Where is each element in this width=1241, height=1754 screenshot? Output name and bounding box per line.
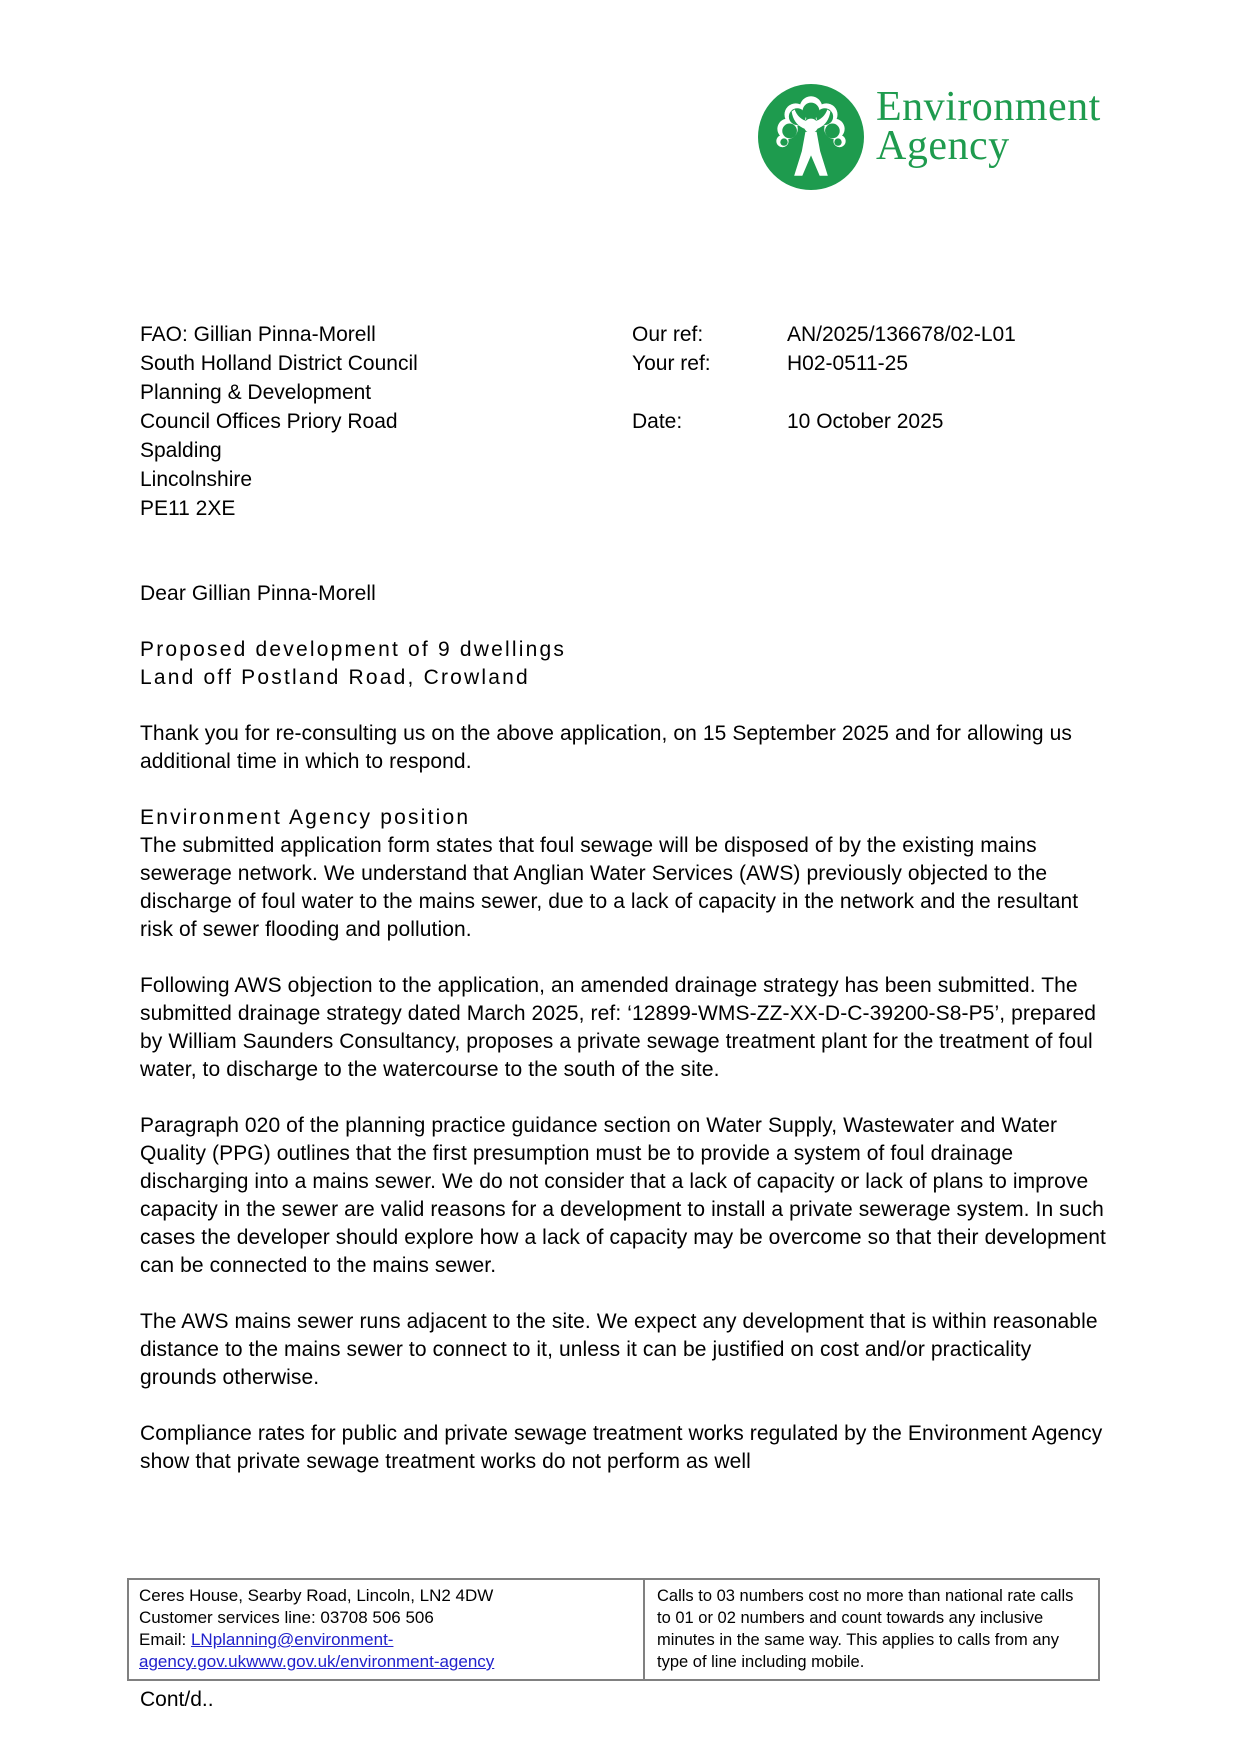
recipient-line: Council Offices Priory Road: [140, 410, 398, 433]
date-row: [632, 407, 1016, 436]
paragraph: The submitted application form states that foul sewage will be disposed of by the existing mains sewerage network. We understand that Anglian Water Services (AWS) previously objected to the discharge of foul water to the mains sewer, due to a lack of capacity in the network and the resultant risk of sewer flooding and pollution.: [140, 834, 1079, 941]
paragraph: The AWS mains sewer runs adjacent to the site. We expect any development that is within reasonable distance to the mains sewer to connect to it, unless it can be justified on cost and/or practicality grounds otherwise.: [140, 1310, 1098, 1389]
logo-word-agency: Agency: [876, 123, 1010, 169]
footer-office-address: Ceres House, Searby Road, Lincoln, LN2 4DW: [139, 1586, 494, 1605]
footer-office-details: [129, 1580, 643, 1679]
your-ref-value: H02-0511-25: [787, 352, 909, 375]
paragraph: Following AWS objection to the application, an amended drainage strategy has been submitted. The submitted drainage strategy dated March 2025, ref: ‘12899-WMS-ZZ-XX-D-C-39200-S8-P5’, prepared by William Saunders Consultancy, proposes a private sewage treatment plant for the treatment of foul water, to discharge to the watercourse to the south of the site.: [140, 974, 1096, 1081]
recipient-line: FAO: Gillian Pinna-Morell: [140, 323, 376, 346]
recipient-address-block: [140, 320, 418, 523]
your-ref-row: [632, 349, 1016, 378]
salutation: Dear Gillian Pinna-Morell: [140, 582, 376, 605]
recipient-line: Lincolnshire: [140, 468, 253, 491]
date-value: 10 October 2025: [787, 410, 944, 433]
subject-line-2: Land off Postland Road, Crowland: [140, 666, 530, 689]
recipient-line: South Holland District Council: [140, 352, 418, 375]
recipient-line: PE11 2XE: [140, 497, 236, 520]
paragraph-intro: Thank you for re-consulting us on the above application, on 15 September 2025 and for allowing us additional time in which to respond.: [140, 722, 1072, 773]
logo-word-environment: Environment: [876, 84, 1101, 130]
continuation-marker: Cont/d..: [140, 1688, 214, 1711]
footer-customer-services: Customer services line: 03708 506 506: [139, 1608, 434, 1627]
environment-agency-tree-icon: [758, 84, 864, 190]
our-ref-value: AN/2025/136678/02-L01: [787, 323, 1016, 346]
letter-body: [140, 580, 1112, 1476]
footer-contact-box: [127, 1578, 1100, 1681]
subject-line-1: Proposed development of 9 dwellings: [140, 638, 567, 661]
subject-block: [140, 636, 1112, 692]
environment-agency-logo: [758, 84, 1101, 190]
paragraph: Compliance rates for public and private sewage treatment works regulated by the Environment Agency show that private sewage treatment works do not perform as well: [140, 1422, 1103, 1473]
section-heading-ea-position: Environment Agency position: [140, 806, 471, 829]
footer-calls-info: Calls to 03 numbers cost no more than national rate calls to 01 or 02 numbers and count towards any inclusive minutes in the same way. This applies to calls from any type of line including mobile.: [643, 1580, 1098, 1679]
your-ref-label: Your ref:: [632, 352, 711, 375]
footer-email-label: Email:: [139, 1630, 191, 1649]
our-ref-label: Our ref:: [632, 323, 704, 346]
footer-email-line: [139, 1629, 633, 1673]
logo-wordmark: [876, 84, 1101, 169]
recipient-line: Spalding: [140, 439, 222, 462]
reference-block: [632, 320, 1016, 436]
paragraph: Paragraph 020 of the planning practice guidance section on Water Supply, Wastewater and Water Quality (PPG) outlines that the first presumption must be to provide a system of foul drainage discharging into a mains sewer. We do not consider that a lack of capacity or lack of plans to improve capacity in the sewer are valid reasons for a development to install a private sewerage system. In such cases the developer should explore how a lack of capacity may be overcome so that their development can be connected to the mains sewer.: [140, 1114, 1106, 1277]
recipient-line: Planning & Development: [140, 381, 372, 404]
our-ref-row: [632, 320, 1016, 349]
date-label: Date:: [632, 410, 683, 433]
footer-email-link[interactable]: LNplanning@environment-agency.gov.ukwww.gov.uk/environment-agency: [139, 1630, 495, 1671]
